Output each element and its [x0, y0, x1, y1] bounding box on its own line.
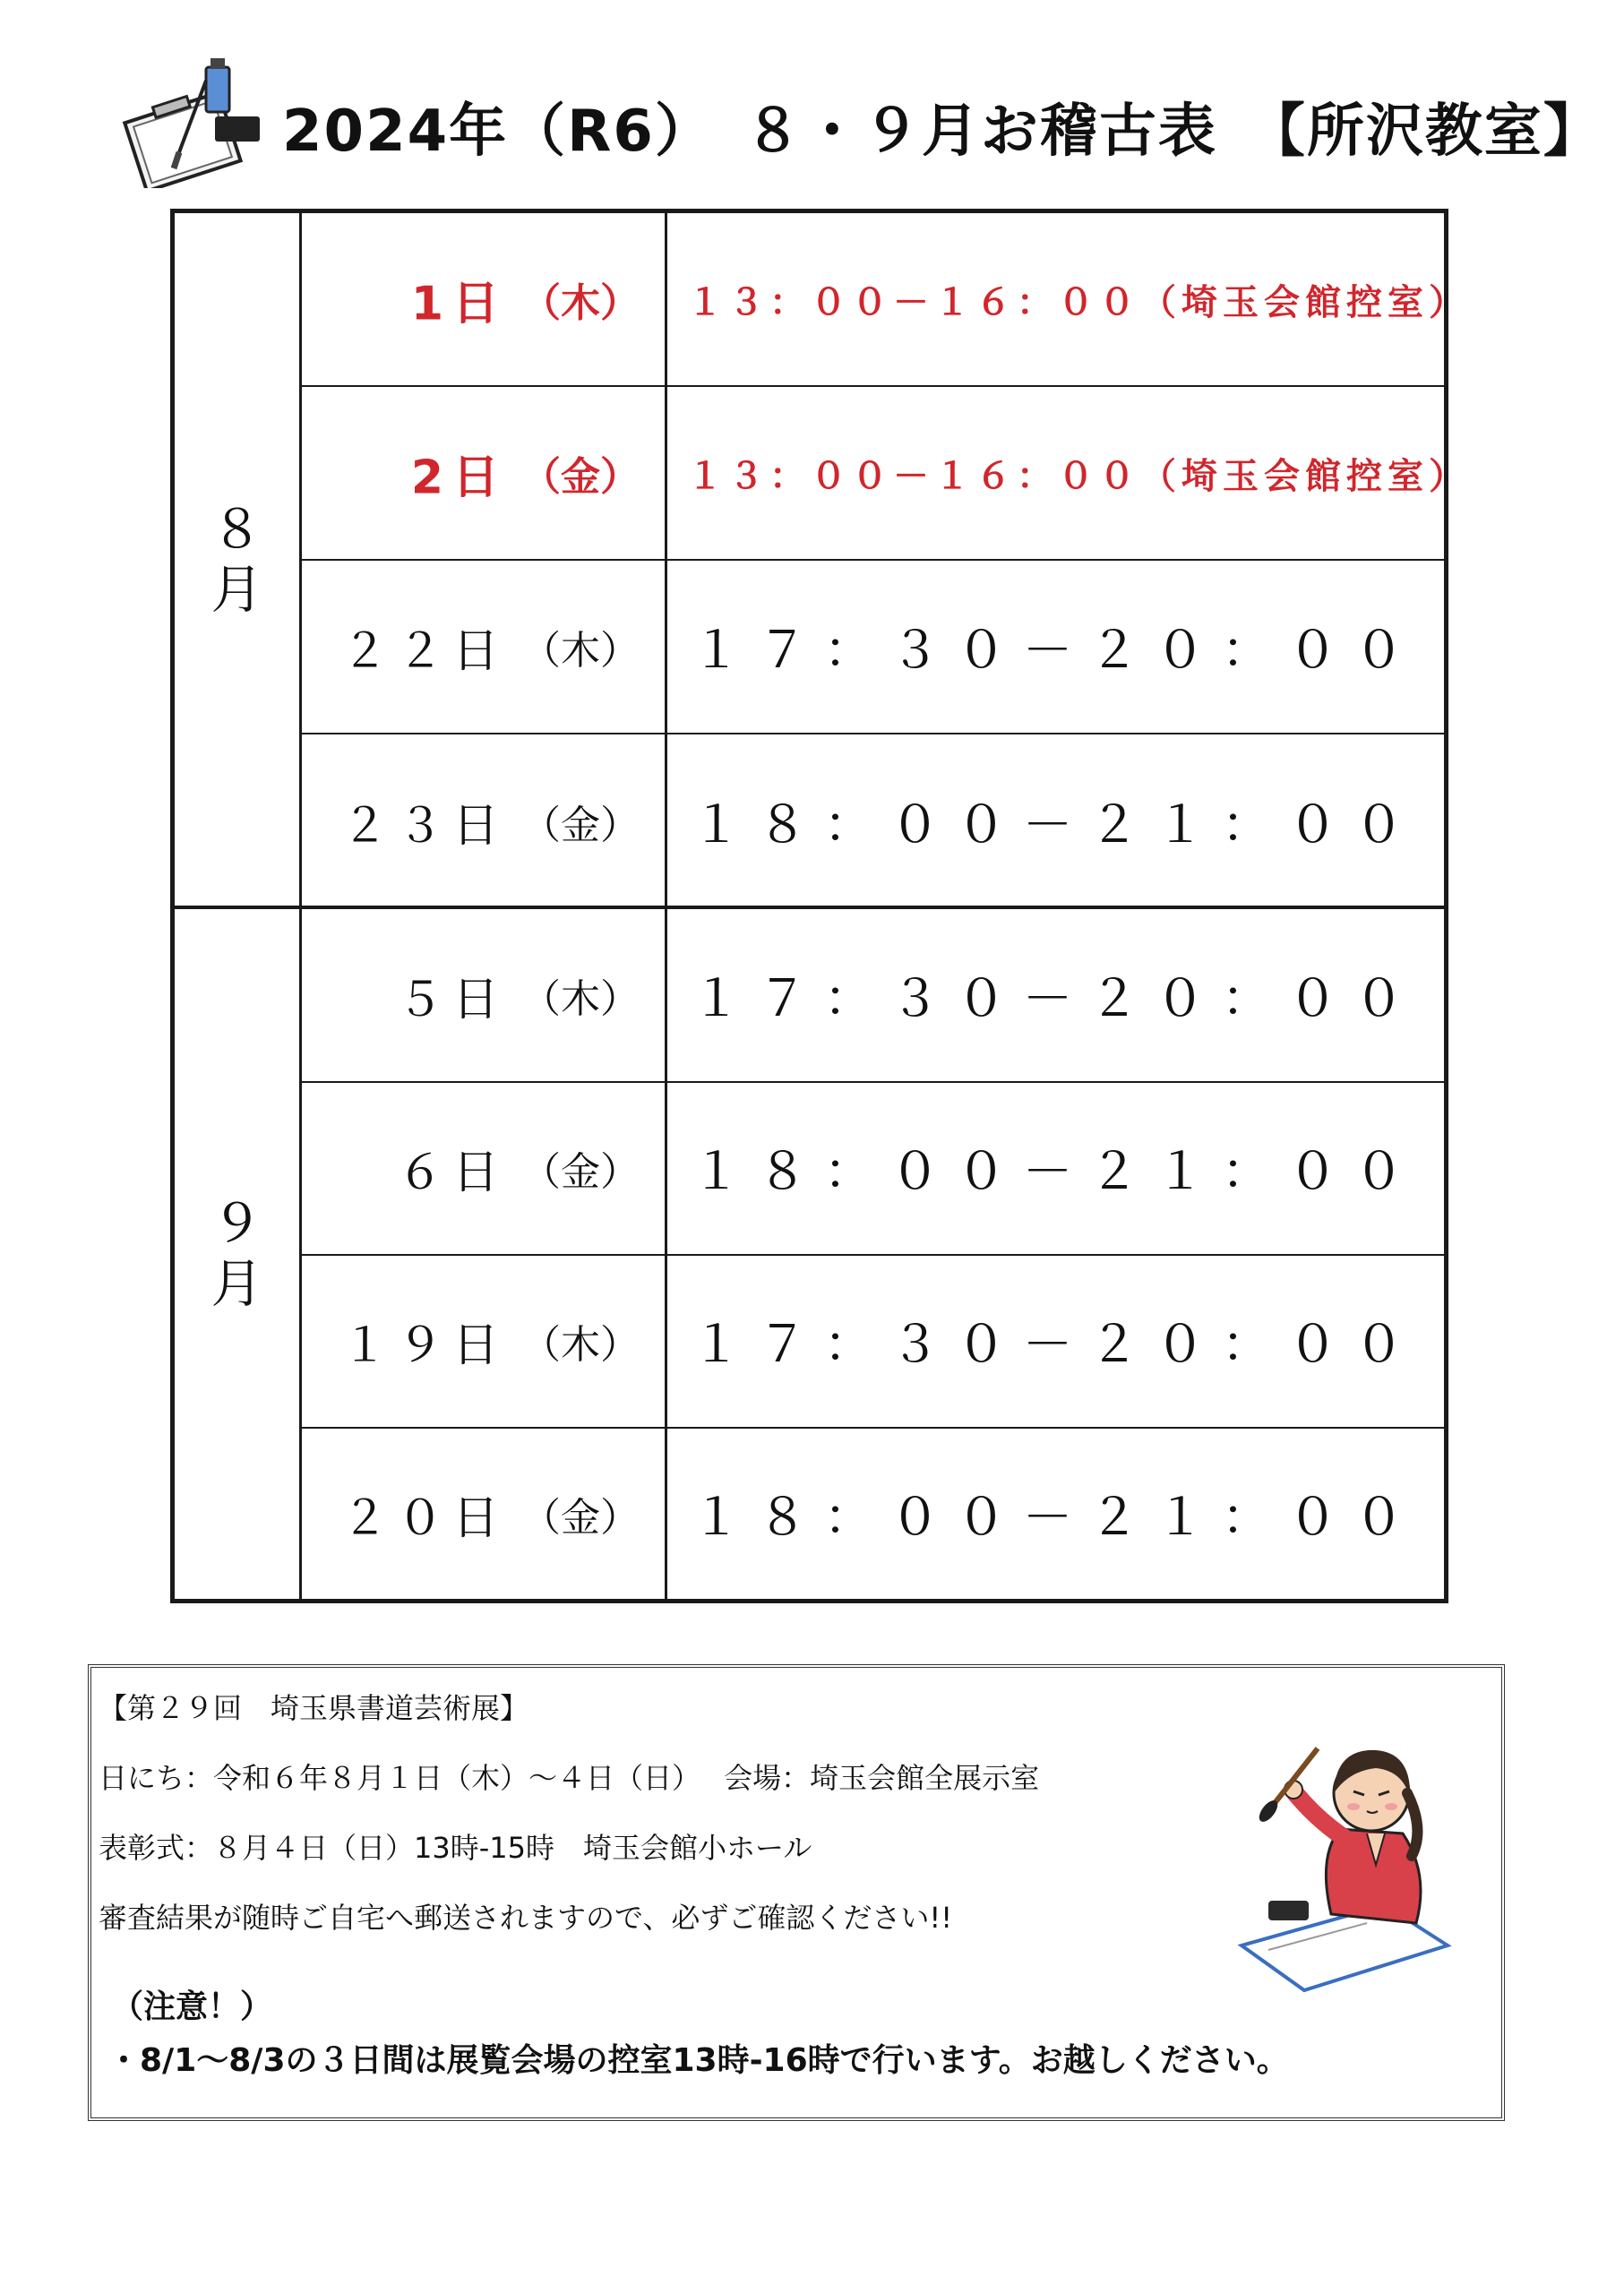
weekday: （木）	[521, 976, 640, 1022]
schedule-row	[302, 387, 1470, 561]
schedule-row	[302, 734, 1444, 908]
notice-results: 審査結果が随時ご自宅へ郵送されますので、必ずご確認ください!!	[99, 1901, 953, 1935]
time-range: １８：００－２１：００	[691, 1143, 1421, 1201]
day-number: ６日	[396, 1146, 508, 1200]
weekday: （木）	[521, 280, 640, 326]
month-label: ８月	[175, 213, 302, 906]
weekday: （金）	[521, 454, 640, 500]
caution-text: ・8/1～8/3の３日間は展覧会場の控室13時-16時で行います。お越しください。	[107, 2042, 1289, 2079]
schedule-table	[170, 209, 1470, 1603]
page-title: 2024年（R6） ８・９月お稽古表 【所沢教室】	[282, 99, 1603, 165]
month-label: ９月	[175, 909, 302, 1599]
time-range: １３：００－１６：００（埼玉会館控室）	[687, 455, 1470, 497]
date-cell	[302, 213, 667, 385]
date-cell	[302, 1082, 667, 1254]
month-block-september	[175, 909, 1444, 1599]
date-cell	[302, 561, 667, 733]
notice-ceremony: 表彰式：８月４日（日）13時-15時 埼玉会館小ホール	[99, 1831, 812, 1865]
day-number: ２３日	[340, 799, 508, 854]
schedule-row	[302, 1082, 1444, 1256]
time-range: １７：３０－２０：００	[691, 970, 1421, 1028]
month-block-august	[175, 213, 1470, 909]
exhibition-notice	[88, 1664, 1505, 2121]
caution-title: （注意！）	[111, 1988, 273, 2025]
schedule-row	[302, 909, 1444, 1083]
time-range: １７：３０－２０：００	[691, 622, 1421, 680]
day-number: １９日	[340, 1318, 508, 1373]
day-number: ５日	[396, 973, 508, 1027]
calligraphy-tools-icon	[116, 54, 269, 188]
weekday: （木）	[521, 628, 640, 674]
date-cell	[302, 734, 667, 908]
day-number: ２０日	[340, 1491, 508, 1545]
schedule-row	[302, 213, 1470, 387]
date-cell	[302, 1255, 667, 1427]
notice-dates: 日にち：令和６年８月１日（木）～４日（日） 会場：埼玉会館全展示室	[99, 1761, 1040, 1795]
weekday: （金）	[521, 803, 640, 848]
day-number: ２２日	[340, 624, 508, 679]
schedule-row	[302, 1428, 1444, 1599]
weekday: （金）	[521, 1149, 640, 1195]
time-range: １３：００－１６：００（埼玉会館控室）	[687, 281, 1470, 323]
weekday: （木）	[521, 1322, 640, 1368]
notice-heading: 【第２９回 埼玉県書道芸術展】	[99, 1691, 529, 1725]
weekday: （金）	[521, 1494, 640, 1541]
calligrapher-illustration	[1233, 1722, 1456, 2008]
time-range: １７：３０－２０：００	[691, 1316, 1421, 1374]
day-number: 1日	[410, 277, 508, 331]
date-cell	[302, 1428, 667, 1599]
date-cell	[302, 909, 667, 1081]
schedule-row	[302, 1255, 1444, 1429]
date-cell	[302, 387, 667, 559]
schedule-row	[302, 561, 1444, 734]
day-number: 2日	[410, 451, 508, 505]
time-range: １８：００－２１：００	[691, 1488, 1421, 1547]
time-range: １８：００－２１：００	[691, 796, 1421, 855]
